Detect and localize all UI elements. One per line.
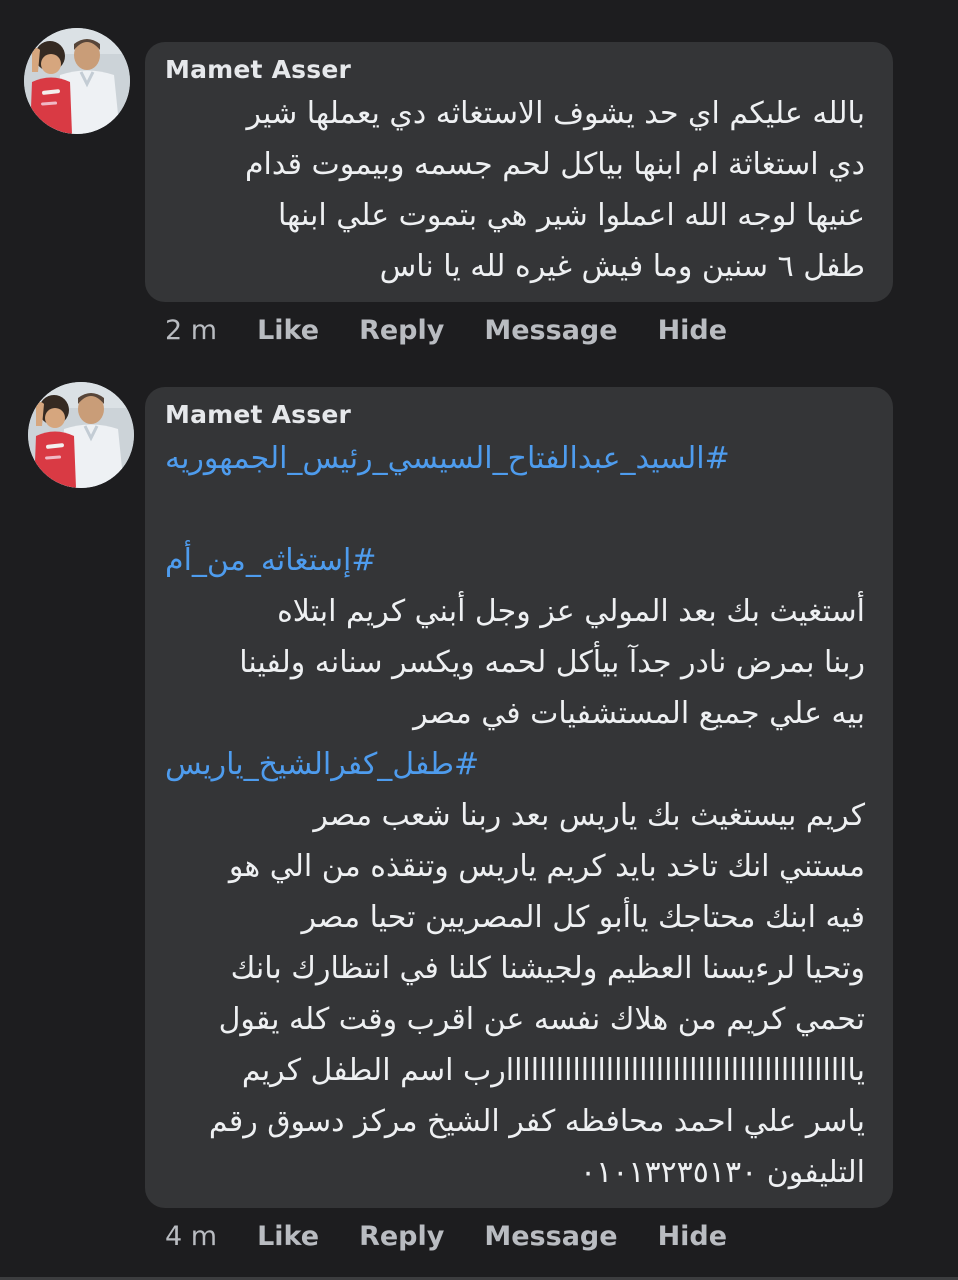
comment-text-line: ياسر علي احمد محافظه كفر الشيخ مركز دسوق رقم bbox=[208, 1104, 865, 1139]
hashtag-link[interactable]: #إستغاثه_من_أم bbox=[165, 543, 377, 578]
comment-text-line: عنيها لوجه الله اعملوا شير هي بتموت علي ابنها bbox=[278, 198, 865, 233]
comment bbox=[0, 382, 958, 1252]
comment-text-line: ربنا بمرض نادر جدآ بيأكل لحمه ويكسر سنانه ولفينا bbox=[239, 645, 865, 680]
comment-author[interactable]: Mamet Asser bbox=[165, 400, 352, 429]
comment-actions bbox=[165, 316, 958, 346]
hashtag-link[interactable]: #طفل_كفرالشيخ_ياريس bbox=[165, 747, 480, 782]
comment-text-line: التليفون ٠١٠١٣٢٣٥١٣٠ bbox=[579, 1155, 865, 1190]
comment-text-line: طفل ٦ سنين وما فيش غيره لله يا ناس bbox=[379, 249, 865, 284]
avatar[interactable] bbox=[24, 28, 130, 134]
reply-button[interactable]: Reply bbox=[359, 315, 445, 346]
avatar[interactable] bbox=[28, 382, 134, 488]
comment-text-line: مستني انك تاخد بايد كريم ياريس وتنقذه من الي هو bbox=[228, 849, 865, 884]
comment-text-line: ياااااااااااااااااااااااااااااااااااااااااارب اسم الطفل كريم bbox=[241, 1053, 865, 1088]
message-button[interactable]: Message bbox=[484, 315, 618, 346]
comment-text-line: وتحيا لرءيسنا العظيم ولجيشنا كلنا في انتظارك بانك bbox=[230, 951, 865, 986]
hide-button[interactable]: Hide bbox=[657, 315, 728, 346]
comment-text-line: كريم بيستغيث بك ياريس بعد ربنا شعب مصر bbox=[313, 798, 865, 833]
comment-text-line: أستغيث بك بعد المولي عز وجل أبني كريم ابتلاه bbox=[277, 594, 865, 629]
like-button[interactable]: Like bbox=[257, 315, 320, 346]
comment-author[interactable]: Mamet Asser bbox=[165, 55, 352, 84]
comment-text-line bbox=[165, 484, 865, 535]
message-button[interactable]: Message bbox=[484, 1221, 618, 1252]
comment-text-line: فيه ابنك محتاجك ياأبو كل المصريين تحيا مصر bbox=[301, 900, 865, 935]
comment-text-line: بيه علي جميع المستشفيات في مصر bbox=[413, 696, 865, 731]
comment-text-line: بالله عليكم اي حد يشوف الاستغاثه دي يعملها شير bbox=[246, 96, 865, 131]
hide-button[interactable]: Hide bbox=[657, 1221, 728, 1252]
comment-bubble bbox=[145, 387, 893, 1208]
comment-bubble bbox=[145, 42, 893, 302]
comment-timestamp[interactable]: 4 m bbox=[165, 1221, 218, 1252]
hashtag-link[interactable]: #السيد_عبدالفتاح_السيسي_رئيس_الجمهوريه bbox=[165, 441, 730, 476]
reply-button[interactable]: Reply bbox=[359, 1221, 445, 1252]
comment-text-line: تحمي كريم من هلاك نفسه عن اقرب وقت كله يقول bbox=[218, 1002, 865, 1037]
comment bbox=[0, 28, 958, 346]
comment-actions bbox=[165, 1222, 958, 1252]
comment-timestamp[interactable]: 2 m bbox=[165, 315, 218, 346]
like-button[interactable]: Like bbox=[257, 1221, 320, 1252]
comment-text-line: دي استغاثة ام ابنها بياكل لحم جسمه وبيموت قدام bbox=[244, 147, 865, 182]
